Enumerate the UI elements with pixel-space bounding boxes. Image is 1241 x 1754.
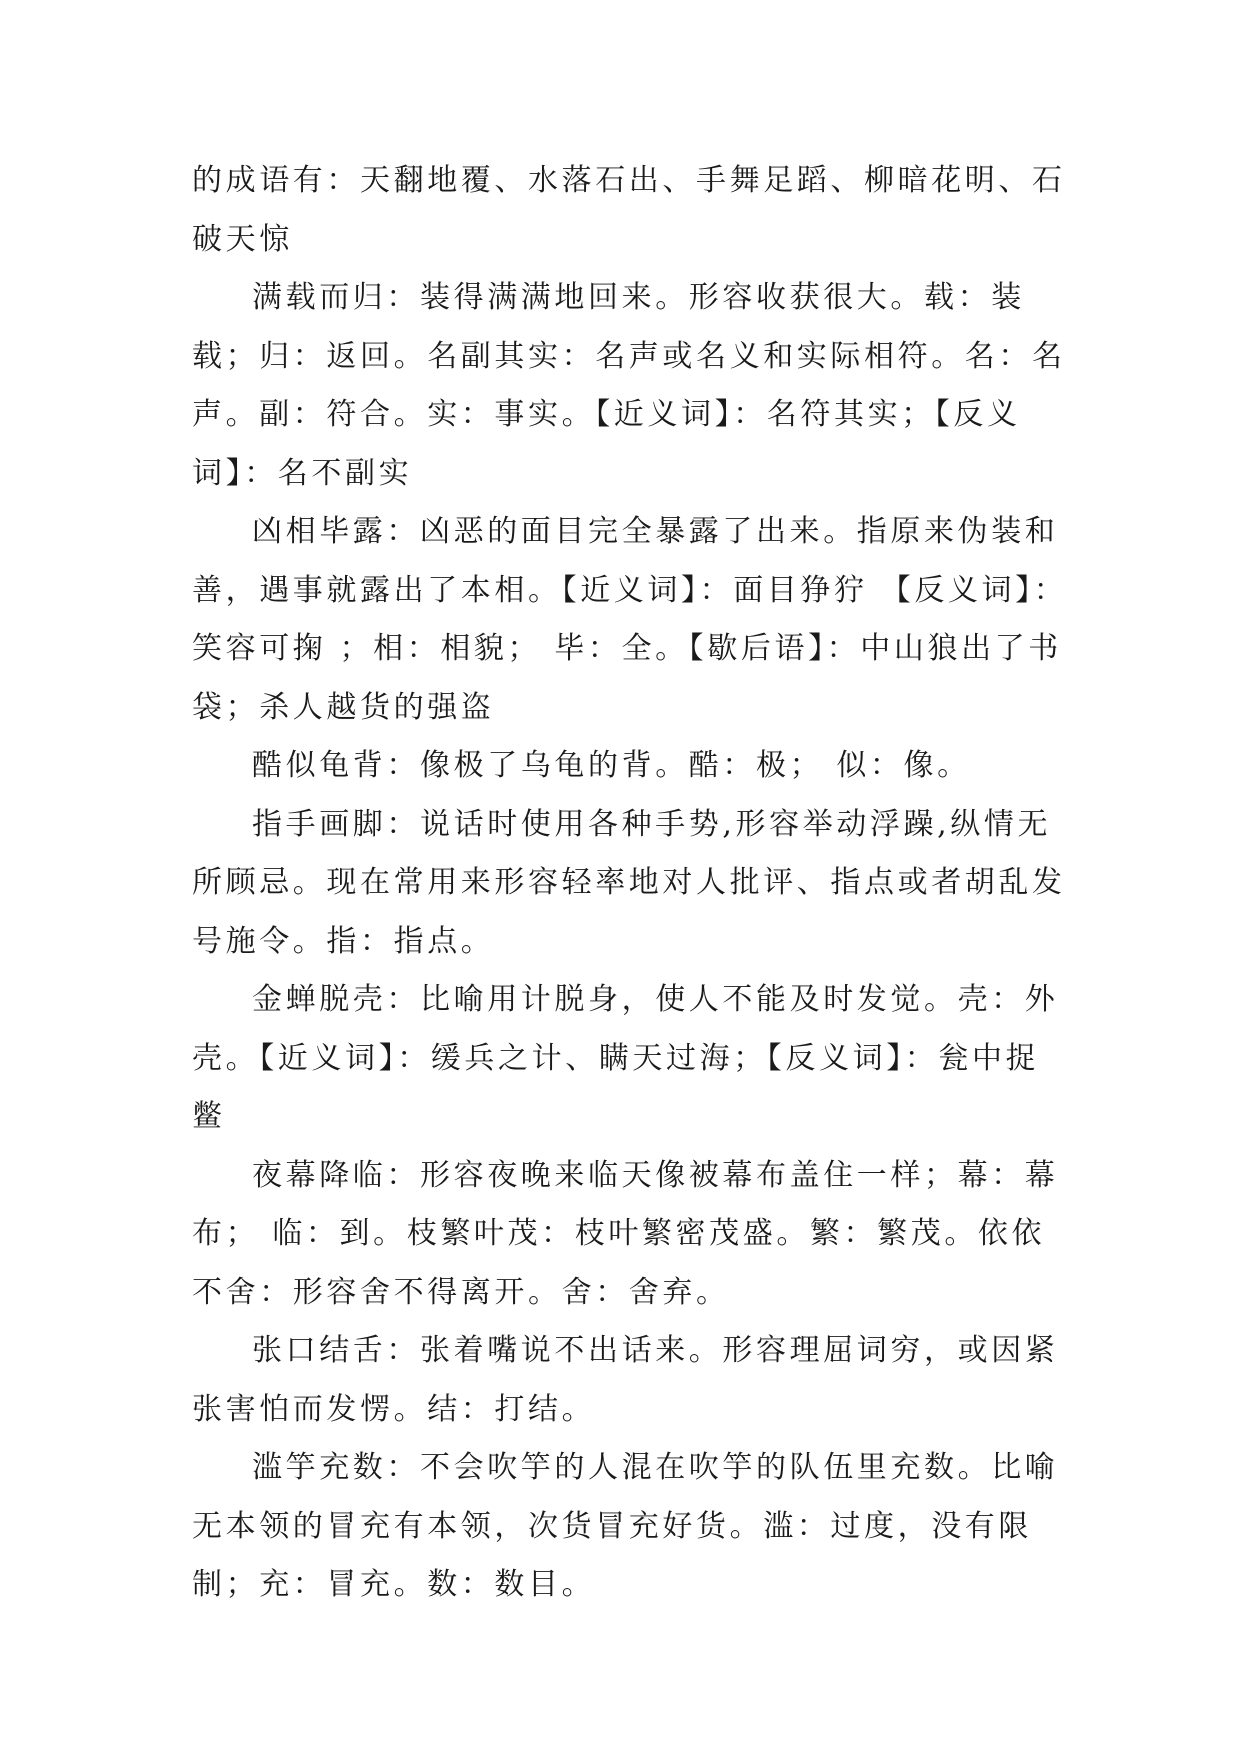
- paragraph-continued: 的成语有：天翻地覆、水落石出、手舞足蹈、柳暗花明、石破天惊: [192, 163, 1066, 257]
- paragraph-ye-mu-jiang-lin: 夜幕降临：形容夜晚来临天像被幕布盖住一样；幕：幕布； 临：到。枝繁叶茂：枝叶繁密茂盛。繁：繁茂。依依不舍：形容舍不得离开。舍：舍弃。: [192, 1157, 1059, 1310]
- paragraph-jin-chan-tuo-qiao: 金蝉脱壳：比喻用计脱身，使人不能及时发觉。壳：外壳。【近义词】：缓兵之计、瞒天过海；【反义词】：瓮中捉鳖: [192, 982, 1059, 1134]
- paragraph-zhi-shou-hua-jiao: 指手画脚：说话时使用各种手势,形容举动浮躁,纵情无所顾忌。现在常用来形容轻率地对人批评、指点或者胡乱发号施令。指：指点。: [192, 806, 1066, 959]
- paragraph-lan-yu-chong-shu: 滥竽充数：不会吹竽的人混在吹竽的队伍里充数。比喻无本领的冒充有本领，次货冒充好货。滥：过度，没有限制；充：冒充。数：数目。: [192, 1450, 1059, 1602]
- paragraph-xiong-xiang-bi-lu: 凶相毕露：凶恶的面目完全暴露了出来。指原来伪装和善，遇事就露出了本相。【近义词】：面目狰狞 【反义词】：笑容可掬 ；相：相貌； 毕：全。【歇后语】：中山狼出了书袋；杀人越货的强盗: [192, 514, 1068, 725]
- paragraph-man-zai-er-gui: 满载而归：装得满满地回来。形容收获很大。载：装载；归：返回。名副其实：名声或名义和实际相符。名：名声。副：符合。实：事实。【近义词】：名符其实；【反义词】：名不副实: [192, 280, 1066, 491]
- document-body: [192, 152, 1072, 1615]
- paragraph-zhang-kou-jie-she: 张口结舌：张着嘴说不出话来。形容理屈词穷，或因紧张害怕而发愣。结：打结。: [192, 1333, 1059, 1427]
- paragraph-ku-si-gui-bei: 酷似龟背：像极了乌龟的背。酷：极； 似：像。: [252, 748, 971, 783]
